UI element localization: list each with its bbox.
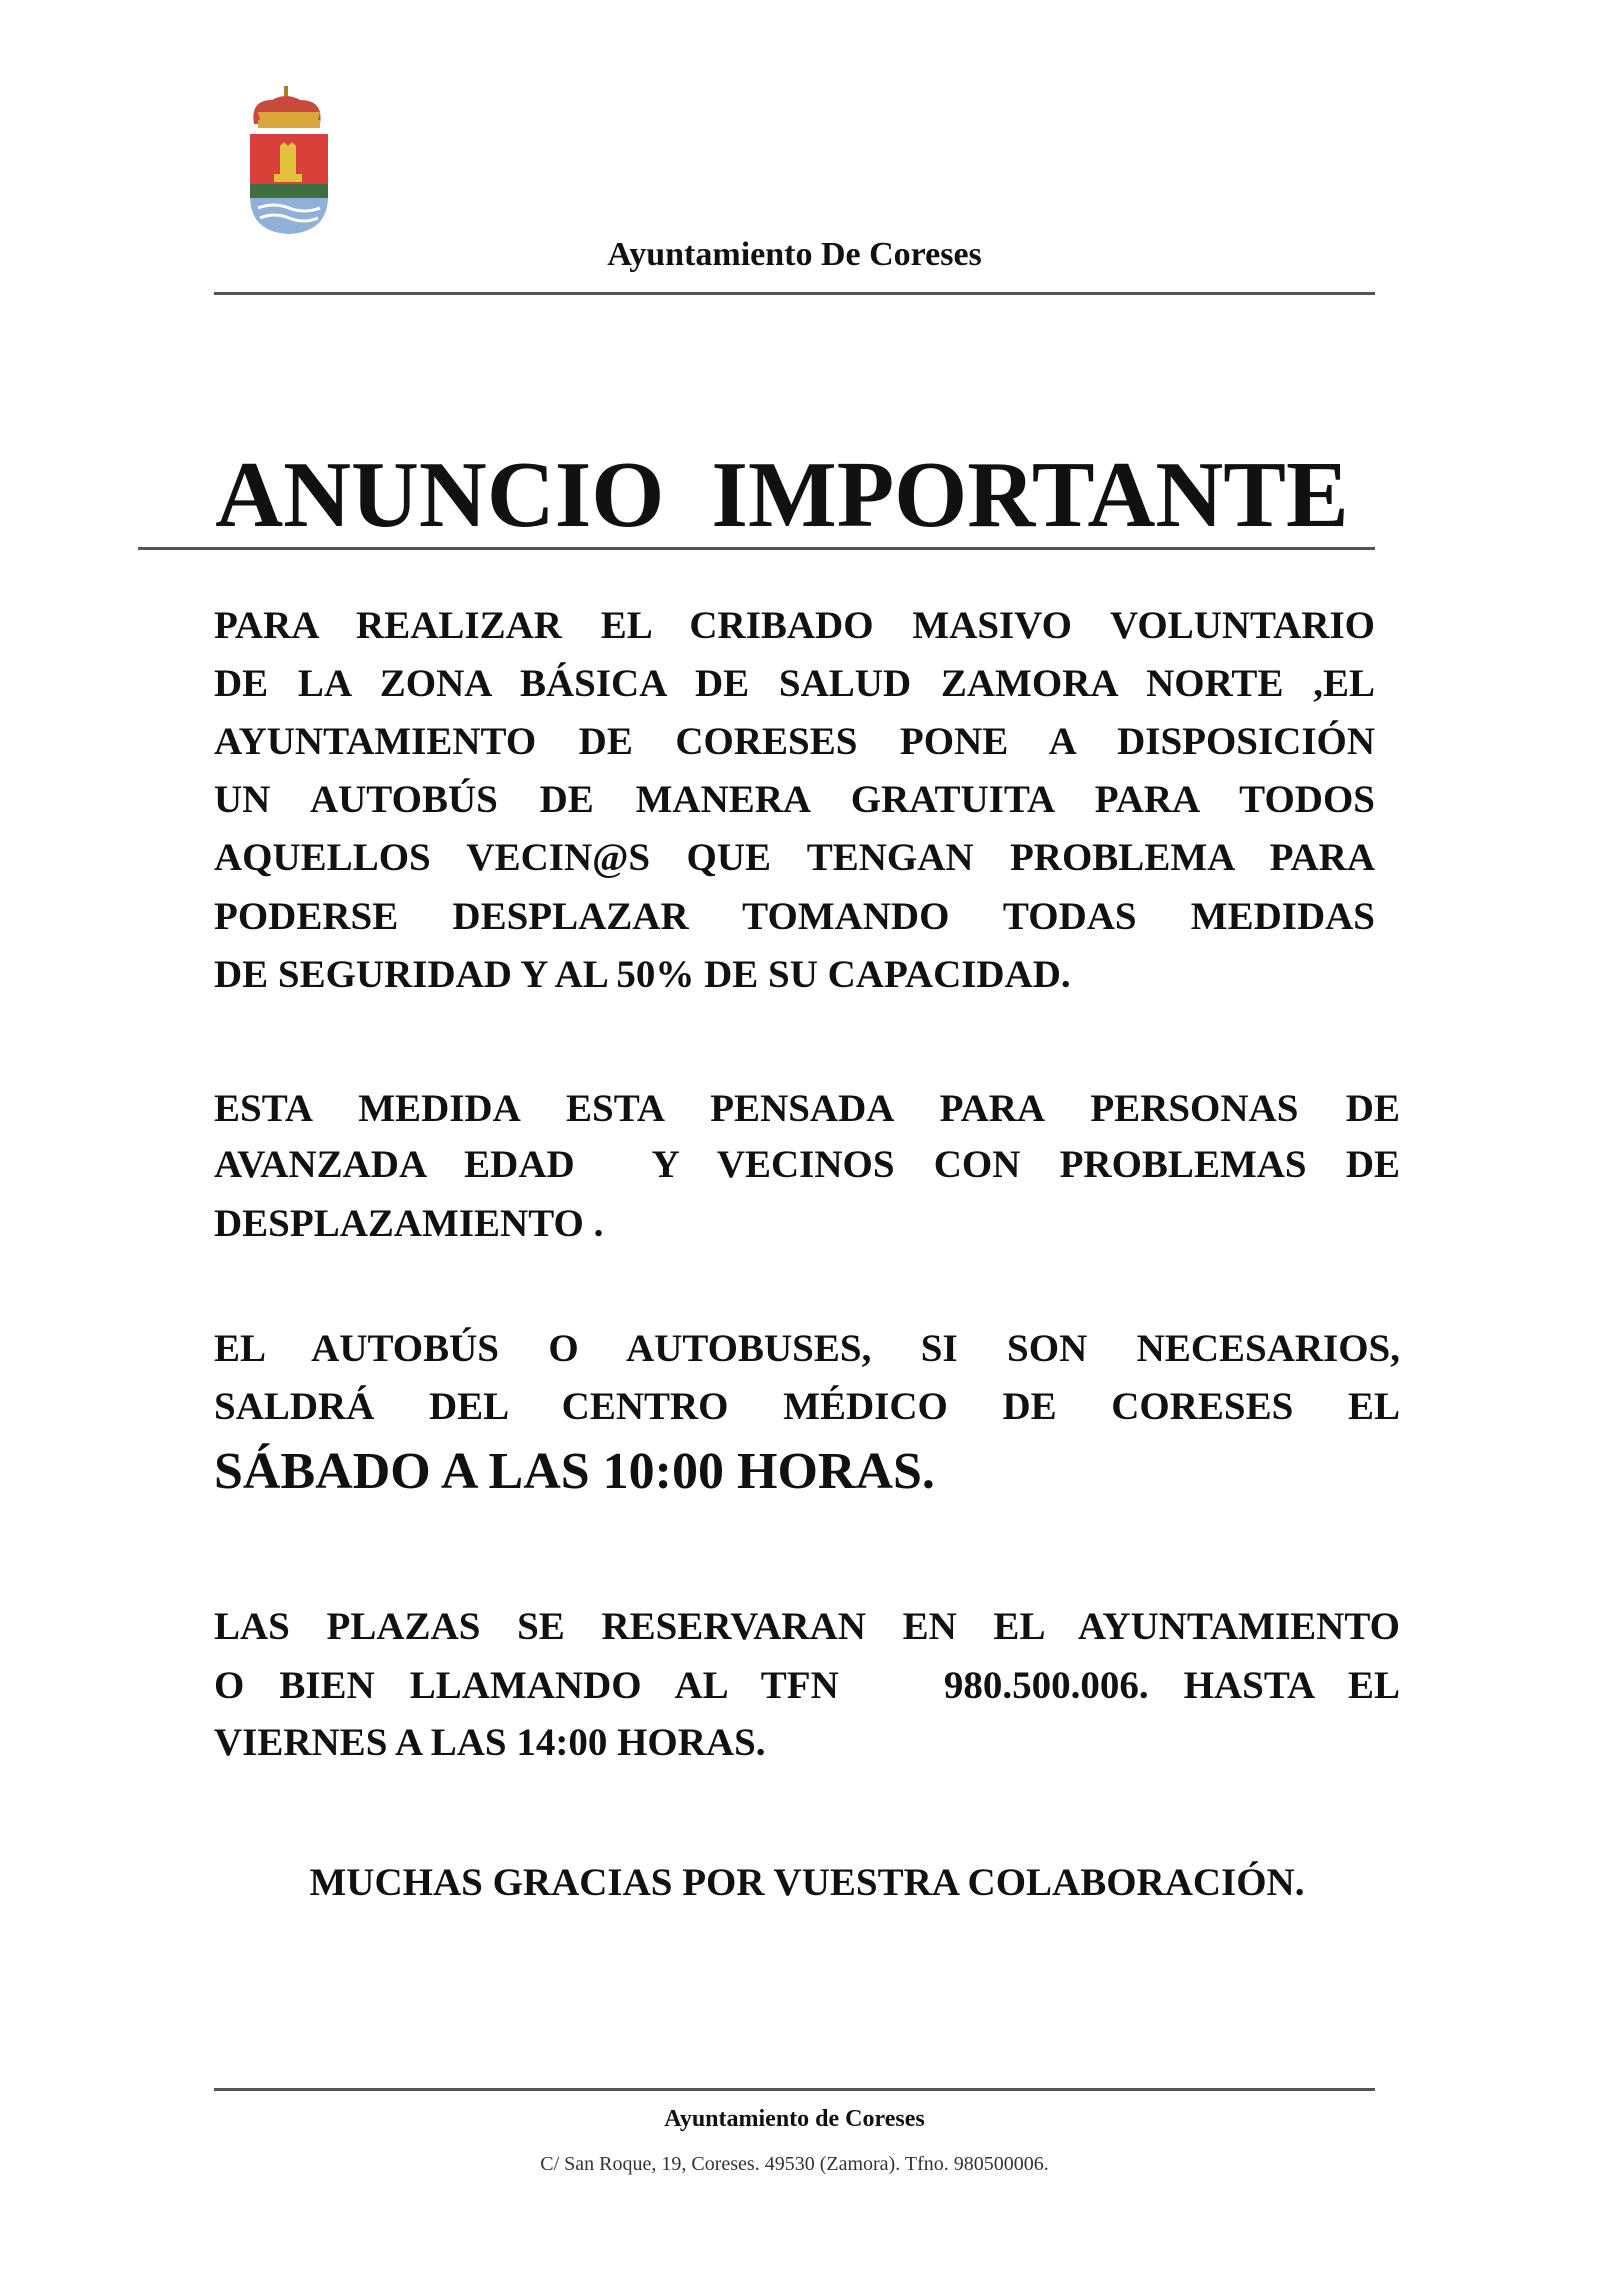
paragraph-1-line: PARA REALIZAR EL CRIBADO MASIVO VOLUNTARIO xyxy=(214,604,1375,647)
paragraph-3-line: EL AUTOBÚS O AUTOBUSES, SI SON NECESARIOS, xyxy=(214,1327,1400,1370)
closing-thanks: MUCHAS GRACIAS POR VUESTRA COLABORACIÓN. xyxy=(309,1861,1305,1904)
paragraph-2-line: AVANZADA EDAD Y VECINOS CON PROBLEMAS DE xyxy=(214,1143,1400,1186)
paragraph-1-line: DE LA ZONA BÁSICA DE SALUD ZAMORA NORTE ,EL xyxy=(214,662,1375,705)
paragraph-3-line: SALDRÁ DEL CENTRO MÉDICO DE CORESES EL xyxy=(214,1385,1400,1428)
title-divider xyxy=(138,547,1375,550)
paragraph-1-line: AQUELLOS VECIN@S QUE TENGAN PROBLEMA PARA xyxy=(214,836,1375,879)
footer-address: C/ San Roque, 19, Coreses. 49530 (Zamora). Tfno. 980500006. xyxy=(540,2153,1049,2175)
footer-divider xyxy=(214,2088,1375,2091)
coat-of-arms-logo xyxy=(244,86,334,236)
paragraph-4-line: VIERNES A LAS 14:00 HORAS. xyxy=(214,1721,766,1764)
paragraph-1-line: PODERSE DESPLAZAR TOMANDO TODAS MEDIDAS xyxy=(214,895,1375,938)
page-title: ANUNCIO IMPORTANTE xyxy=(215,443,1349,547)
paragraph-1-line: UN AUTOBÚS DE MANERA GRATUITA PARA TODOS xyxy=(214,778,1375,821)
departure-time-highlight: SÁBADO A LAS 10:00 HORAS. xyxy=(214,1443,935,1500)
paragraph-4-line: O BIEN LLAMANDO AL TFN 980.500.006. HASTA EL xyxy=(214,1664,1400,1707)
paragraph-1-line: AYUNTAMIENTO DE CORESES PONE A DISPOSICIÓN xyxy=(214,720,1375,763)
header-divider xyxy=(214,292,1375,295)
footer-org-name: Ayuntamiento de Coreses xyxy=(664,2106,925,2132)
paragraph-1-line: DE SEGURIDAD Y AL 50% DE SU CAPACIDAD. xyxy=(214,953,1071,996)
header-org-name: Ayuntamiento De Coreses xyxy=(607,236,982,273)
paragraph-2-line: DESPLAZAMIENTO . xyxy=(214,1202,604,1245)
paragraph-4-line: LAS PLAZAS SE RESERVARAN EN EL AYUNTAMIENTO xyxy=(214,1605,1400,1648)
paragraph-2-line: ESTA MEDIDA ESTA PENSADA PARA PERSONAS DE xyxy=(214,1087,1400,1130)
